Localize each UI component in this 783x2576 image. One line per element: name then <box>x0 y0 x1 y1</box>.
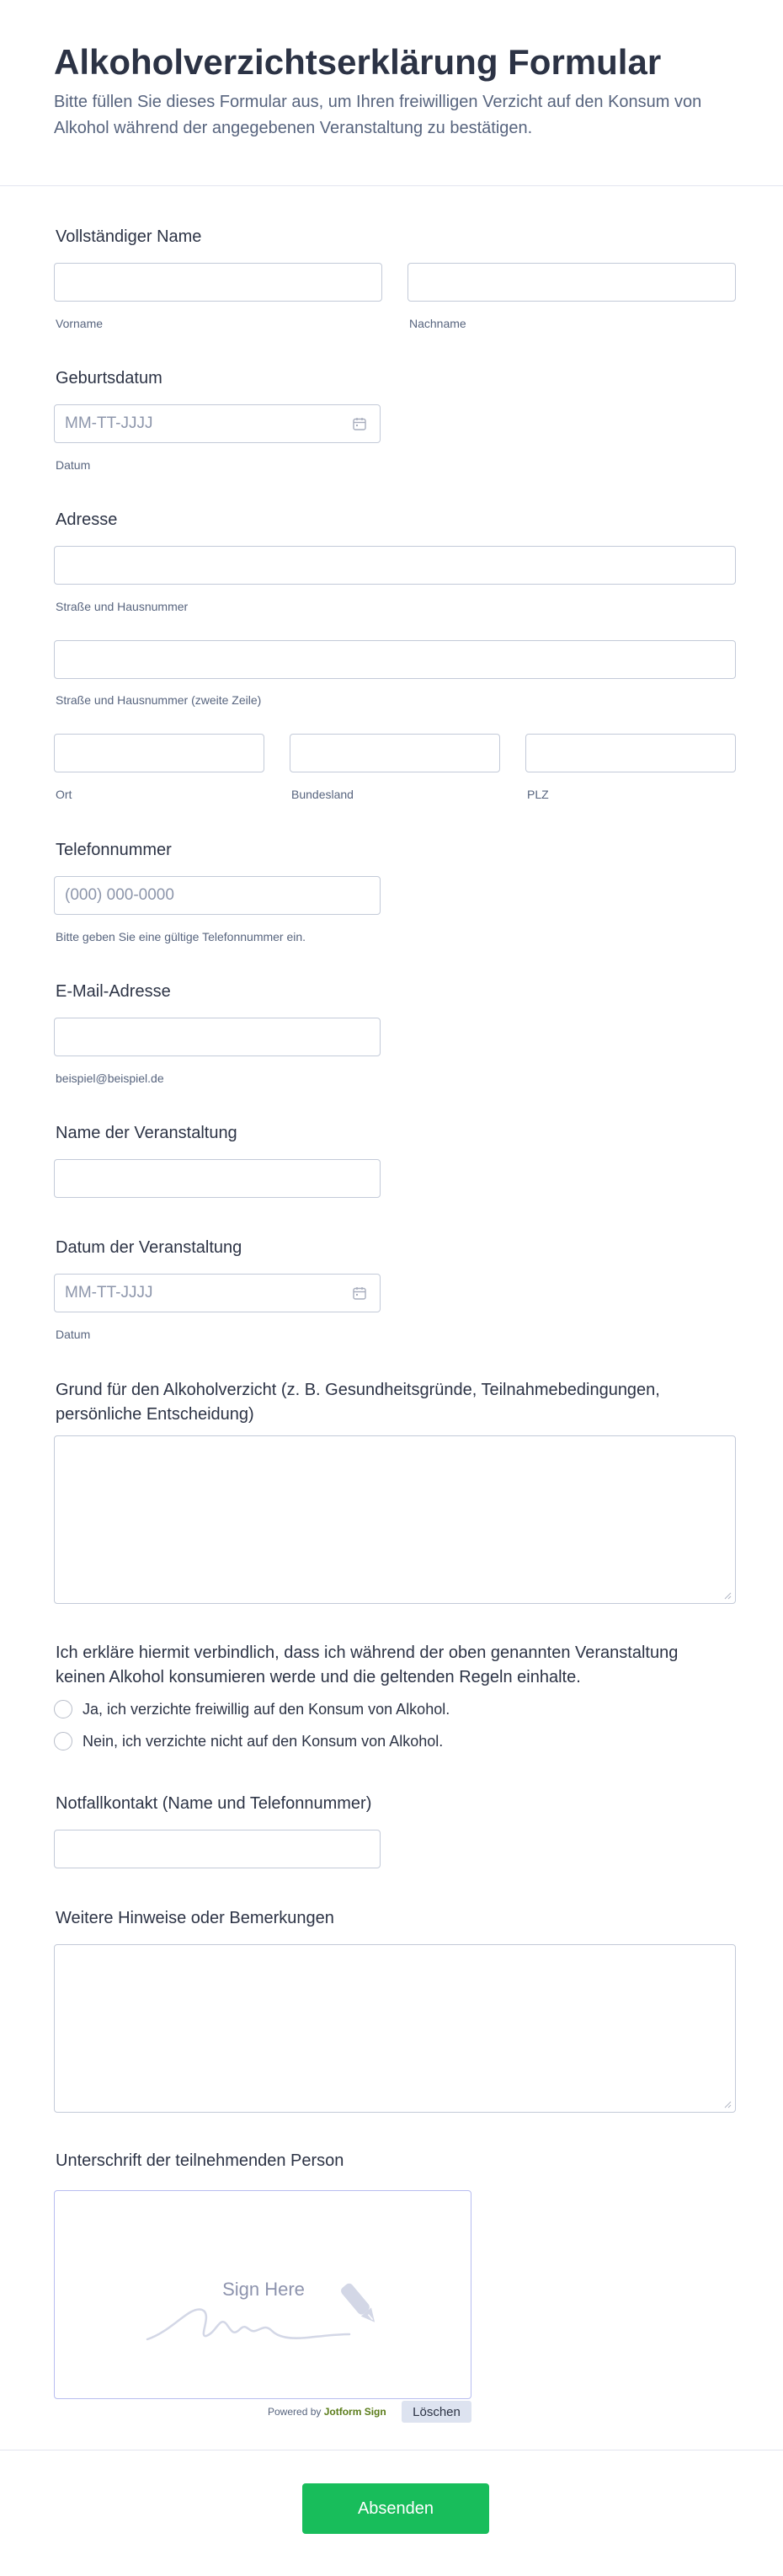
email-input[interactable] <box>54 1018 381 1056</box>
city-sublabel: Ort <box>56 788 72 801</box>
form-header <box>0 0 783 186</box>
first-name-sublabel: Vorname <box>56 317 104 330</box>
submit-button[interactable]: Absenden <box>302 2483 489 2534</box>
clear-signature-button[interactable]: Löschen <box>402 2401 471 2423</box>
street-sublabel: Straße und Hausnummer <box>56 600 189 613</box>
email-label: E-Mail-Adresse <box>56 982 171 1001</box>
street-input[interactable] <box>54 546 736 585</box>
first-name-input[interactable] <box>54 263 382 302</box>
street2-input[interactable] <box>54 640 736 679</box>
resize-handle-icon[interactable] <box>723 2100 732 2108</box>
last-name-sublabel: Nachname <box>409 317 466 330</box>
state-sublabel: Bundesland <box>291 788 354 801</box>
powered-by <box>268 2406 386 2418</box>
event-name-label: Name der Veranstaltung <box>56 1124 237 1142</box>
calendar-icon[interactable] <box>352 416 367 431</box>
option-no-label: Nein, ich verzichte nicht auf den Konsum von Alkohol. <box>83 1732 444 1750</box>
birthdate-label: Geburtsdatum <box>56 369 162 387</box>
signature-label: Unterschrift der teilnehmenden Person <box>56 2151 344 2170</box>
birthdate-sublabel: Datum <box>56 458 91 472</box>
email-sublabel: beispiel@beispiel.de <box>56 1072 164 1085</box>
last-name-input[interactable] <box>407 263 736 302</box>
notes-label: Weitere Hinweise oder Bemerkungen <box>56 1909 334 1927</box>
signature-placeholder: Sign Here <box>222 2279 305 2300</box>
declaration-label: Ich erkläre hiermit verbindlich, dass ich während der oben genannten Veranstaltung keinen Alkohol konsumieren werde und die geltenden Regeln einhalte. <box>56 1643 679 1686</box>
declaration-option-no[interactable] <box>54 1729 443 1753</box>
phone-label: Telefonnummer <box>56 841 172 859</box>
address-label: Adresse <box>56 510 118 529</box>
event-date-label: Datum der Veranstaltung <box>56 1238 242 1257</box>
notes-textarea[interactable] <box>54 1944 736 2113</box>
resize-handle-icon[interactable] <box>723 1591 732 1600</box>
signature-pad[interactable] <box>54 2190 471 2399</box>
form-title: Alkoholverzichtserklärung Formular <box>54 42 662 82</box>
jotform-sign-brand: Jotform Sign <box>323 2406 386 2418</box>
emergency-input[interactable] <box>54 1830 381 1868</box>
option-yes-label: Ja, ich verzichte freiwillig auf den Konsum von Alkohol. <box>83 1700 450 1718</box>
state-input[interactable] <box>290 734 500 772</box>
reason-label: Grund für den Alkoholverzicht (z. B. Gesundheitsgründe, Teilnahmebedingungen, persönliche Entscheidung) <box>56 1381 660 1424</box>
birthdate-input[interactable] <box>54 404 381 443</box>
calendar-icon[interactable] <box>352 1285 367 1301</box>
declaration-option-yes[interactable] <box>54 1697 450 1721</box>
zip-sublabel: PLZ <box>527 788 549 801</box>
form-subtitle: Bitte füllen Sie dieses Formular aus, um Ihren freiwilligen Verzicht auf den Konsum von Alkohol während der angegebenen Veranstaltung zu bestätigen. <box>54 93 702 137</box>
radio-circle-icon[interactable] <box>54 1732 72 1750</box>
emergency-label: Notfallkontakt (Name und Telefonnummer) <box>56 1794 372 1813</box>
phone-input[interactable] <box>54 876 381 915</box>
event-date-input[interactable] <box>54 1274 381 1312</box>
reason-textarea[interactable] <box>54 1435 736 1604</box>
zip-input[interactable] <box>525 734 736 772</box>
event-name-input[interactable] <box>54 1159 381 1198</box>
full-name-label: Vollständiger Name <box>56 227 202 246</box>
city-input[interactable] <box>54 734 264 772</box>
powered-by-prefix: Powered by <box>268 2406 322 2418</box>
phone-sublabel: Bitte geben Sie eine gültige Telefonnummer ein. <box>56 930 306 943</box>
street2-sublabel: Straße und Hausnummer (zweite Zeile) <box>56 693 262 707</box>
event-date-sublabel: Datum <box>56 1328 91 1341</box>
radio-circle-icon[interactable] <box>54 1700 72 1718</box>
